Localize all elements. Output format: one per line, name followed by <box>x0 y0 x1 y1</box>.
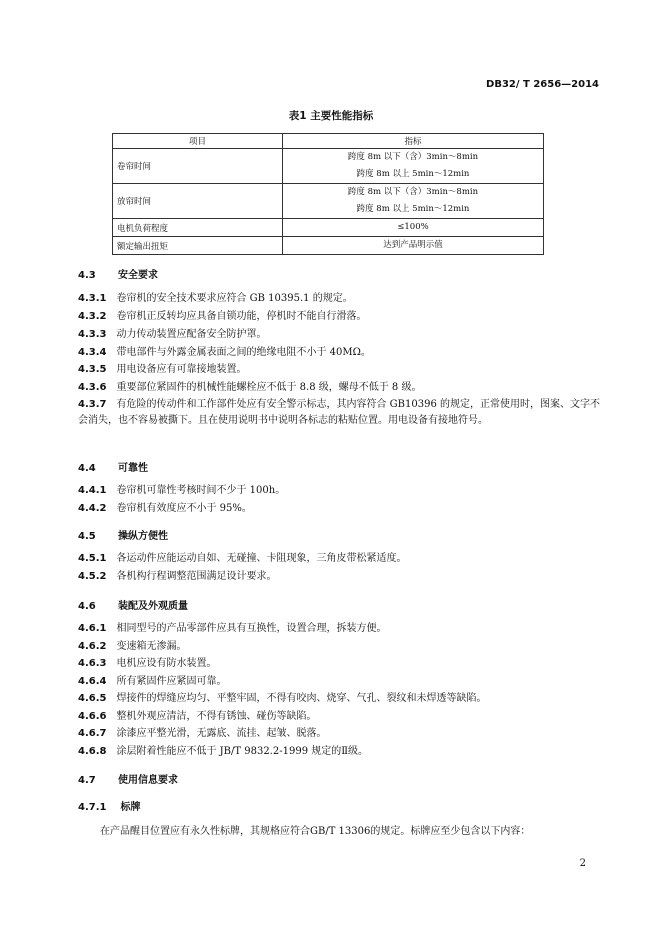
clause-number: 4.3.7 <box>78 399 107 410</box>
table-row <box>113 219 544 237</box>
clause-number: 4.6.8 <box>78 746 107 757</box>
clause <box>78 551 602 567</box>
clause <box>78 309 602 325</box>
clause-number: 4.3.2 <box>78 311 107 322</box>
clause <box>78 569 602 585</box>
subsection-heading <box>78 798 140 813</box>
clause <box>78 345 602 361</box>
table-row <box>113 184 544 219</box>
clause-text: 卷帘机可靠性考核时间不少于 100h。 <box>116 485 286 496</box>
clause-number: 4.6.2 <box>78 641 107 652</box>
clause-text: 各机构行程调整范围满足设计要求。 <box>116 571 277 582</box>
clause-number: 4.6.6 <box>78 711 107 722</box>
table-row <box>113 149 544 184</box>
clause-text: 卷帘机正反转均应具备自锁功能，停机时不能自行滑落。 <box>116 311 367 322</box>
table-cell-item: 电机负荷程度 <box>113 219 283 237</box>
section-heading <box>78 266 158 281</box>
clause <box>78 674 602 690</box>
section-heading <box>78 459 148 474</box>
clause <box>78 691 602 707</box>
clause-text: 涂层附着性能应不低于 JB/T 9832.2-1999 规定的Ⅱ级。 <box>116 746 369 757</box>
clause-text: 电机应设有防水装置。 <box>116 658 217 669</box>
document-code: DB32/ T 2656—2014 <box>486 79 599 90</box>
table-cell-item: 卷帘时间 <box>113 149 283 184</box>
table-column-header: 项目 <box>113 134 283 149</box>
performance-table <box>112 133 544 255</box>
clause-number: 4.3.3 <box>78 329 107 340</box>
clause <box>78 744 602 760</box>
section-title: 使用信息要求 <box>118 775 178 786</box>
section-heading <box>78 527 168 542</box>
section-number: 4.6 <box>78 601 96 612</box>
paragraph: 在产品醒目位置应有永久性标牌，其规格应符合GB/T 13306的规定。标牌应至少包含以下内容： <box>100 826 531 837</box>
section-number: 4.5 <box>78 531 96 542</box>
clause <box>78 639 602 655</box>
clause <box>78 291 602 307</box>
table-header-row <box>113 134 544 149</box>
table-cell-value <box>283 149 544 184</box>
clause <box>78 362 602 378</box>
section-title: 操纵方便性 <box>118 531 168 542</box>
clause-text: 用电设备应有可靠接地装置。 <box>116 364 247 375</box>
clause-text: 带电部件与外露金属表面之间的绝缘电阻不小于 40MΩ。 <box>116 347 371 358</box>
clause-text: 涂漆应平整光滑，无露底、流挂、起皱、脱落。 <box>116 728 327 739</box>
clause <box>78 709 602 725</box>
table-title: 表1 主要性能指标 <box>288 110 374 122</box>
clause-text: 有危险的传动件和工作部件处应有安全警示标志，其内容符合 GB10396 的规定，正常使用时，图案、文字不会消失，也不容易被撕下。且在使用说明书中说明各标志的粘贴位置。用电设备有接地符号。 <box>78 399 600 426</box>
clause-text: 焊接件的焊缝应均匀、平整牢固，不得有咬肉、烧穿、气孔、裂纹和未焊透等缺陷。 <box>116 693 487 704</box>
page-number: 2 <box>579 858 586 869</box>
clause-number: 4.5.2 <box>78 571 107 582</box>
clause-number: 4.6.4 <box>78 676 107 687</box>
section-title: 安全要求 <box>118 270 158 281</box>
clause <box>78 397 602 429</box>
clause-text: 卷帘机有效度应不小于 95%。 <box>116 503 252 514</box>
clause-text: 变速箱无渗漏。 <box>116 641 187 652</box>
clause-number: 4.6.1 <box>78 623 107 634</box>
clause <box>78 501 602 517</box>
clause-text: 卷帘机的安全技术要求应符合 GB 10395.1 的规定。 <box>116 293 353 304</box>
clause-text: 所有紧固件应紧固可靠。 <box>116 676 227 687</box>
clause <box>78 621 602 637</box>
section-heading <box>78 771 178 786</box>
section-number: 4.7 <box>78 775 96 786</box>
table-cell-value: 达到产品明示值 <box>283 237 544 255</box>
table-value-line: 跨度 8m 以下（含）3min～8min <box>347 187 479 197</box>
section-heading <box>78 597 188 612</box>
clause-number: 4.3.5 <box>78 364 107 375</box>
table-value-line: 跨度 8m 以下（含）3min～8min <box>347 152 479 162</box>
section-number: 4.3 <box>78 270 96 281</box>
table-cell-item: 放帘时间 <box>113 184 283 219</box>
section-title: 可靠性 <box>118 463 148 474</box>
clause-number: 4.6.7 <box>78 728 107 739</box>
table-value-line: 跨度 8m 以上 5min～12min <box>356 204 470 214</box>
clause-text: 相同型号的产品零部件应具有互换性，设置合理，拆装方便。 <box>116 623 387 634</box>
subsection-number: 4.7.1 <box>78 802 107 813</box>
clause-text: 整机外观应清洁，不得有锈蚀、碰伤等缺陷。 <box>116 711 317 722</box>
clause <box>78 483 602 499</box>
table-cell-item: 额定输出扭矩 <box>113 237 283 255</box>
clause <box>78 656 602 672</box>
section-title: 装配及外观质量 <box>118 601 188 612</box>
table-value-line: 跨度 8m 以上 5min～12min <box>356 169 470 179</box>
clause-number: 4.6.3 <box>78 658 107 669</box>
table-cell-value: ≤100% <box>283 219 544 237</box>
clause-text: 重要部位紧固件的机械性能螺栓应不低于 8.8 级，螺母不低于 8 级。 <box>116 382 422 393</box>
clause <box>78 327 602 343</box>
clause-number: 4.4.2 <box>78 503 107 514</box>
clause-number: 4.4.1 <box>78 485 107 496</box>
section-number: 4.4 <box>78 463 96 474</box>
clause-number: 4.3.6 <box>78 382 107 393</box>
subsection-title: 标牌 <box>120 802 141 813</box>
clause-number: 4.3.4 <box>78 347 107 358</box>
table-cell-value <box>283 184 544 219</box>
clause <box>78 726 602 742</box>
clause-number: 4.5.1 <box>78 553 107 564</box>
clause <box>78 380 602 396</box>
clause-text: 各运动件应能运动自如、无碰撞、卡阻现象，三角皮带松紧适度。 <box>116 553 407 564</box>
table-row <box>113 237 544 255</box>
table-column-header: 指标 <box>283 134 544 149</box>
clause-number: 4.3.1 <box>78 293 107 304</box>
clause-text: 动力传动装置应配备安全防护罩。 <box>116 329 267 340</box>
clause-number: 4.6.5 <box>78 693 107 704</box>
